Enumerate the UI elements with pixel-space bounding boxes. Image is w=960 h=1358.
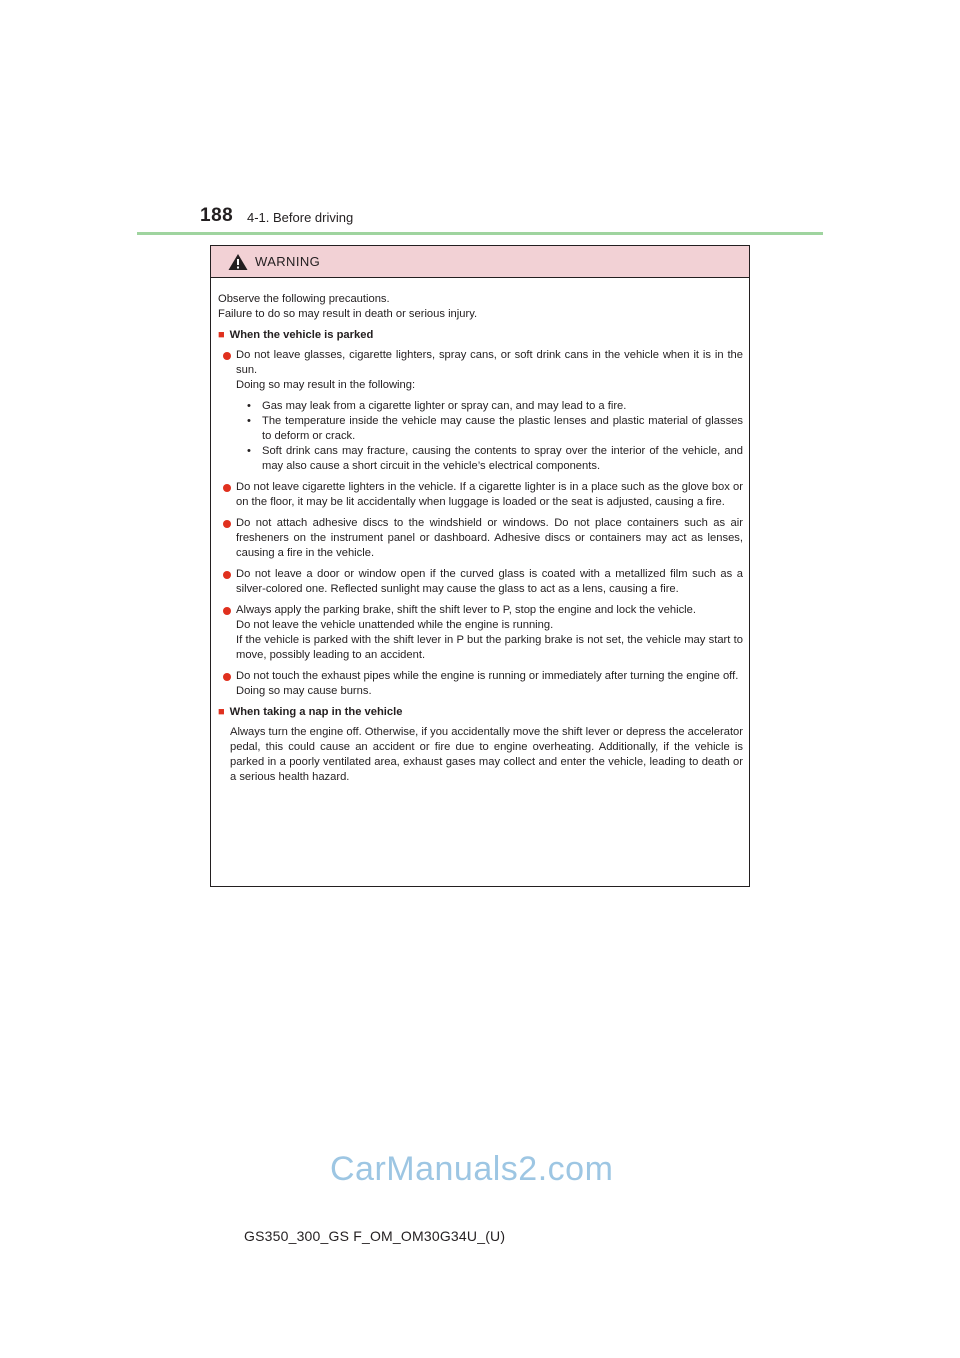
circle-bullet-icon [223,673,231,681]
sub-list-item: • Gas may leak from a cigarette lighter or spray can, and may lead to a fire. [236,399,743,414]
intro-line: Failure to do so may result in death or serious injury. [218,308,478,320]
section-title: 4-1. Before driving [247,210,354,225]
nap-text: Always turn the engine off. Otherwise, if you accidentally move the shift lever or depress the accelerator pedal, this could cause an accident or fire due to engine overheating. Additionally, if the vehicle is parked in a poorly ventilated area, exhaust gases may collect and enter the vehicle, leading to death or a serious health hazard. [230,726,743,783]
square-bullet-icon: ■ [218,329,225,341]
sub-list [236,399,743,474]
page-number: 188 [200,205,234,226]
item-text: Doing so may cause burns. [236,685,372,697]
warning-triangle-icon [228,253,248,271]
item-text: Do not leave cigarette lighters in the vehicle. If a cigarette lighter is in a place such as the glove box or on the floor, it may be lit accidentally when luggage is loaded or the seat is adjusted, causing a fire. [236,481,743,508]
square-bullet-icon: ■ [218,706,225,718]
sub-list-item: • The temperature inside the vehicle may cause the plastic lenses and plastic material of glasses to deform or crack. [236,414,743,444]
document-code: GS350_300_GS F_OM_OM30G34U_(U) [244,1228,506,1244]
warning-body [211,278,749,785]
circle-bullet-icon [223,571,231,579]
item-text: Always apply the parking brake, shift the shift lever to P, stop the engine and lock the vehicle. [236,604,696,616]
intro-line: Observe the following precautions. [218,293,390,305]
item-text: Do not leave the vehicle unattended while the engine is running. [236,619,554,631]
item-text: Do not leave a door or window open if the curved glass is coated with a metallized film such as a silver-colored one. Reflected sunlight may cause the glass to act as a lens, causing a fire. [236,568,743,595]
sub-list-item: • Soft drink cans may fracture, causing the contents to spray over the interior of the vehicle, and may also cause a short circuit in the vehicle’s electrical components. [236,444,743,474]
circle-bullet-icon [223,484,231,492]
header-rule [137,232,823,235]
item-text: Do not attach adhesive discs to the windshield or windows. Do not place containers such as air fresheners on the instrument panel or dashboard. Adhesive discs or containers may act as lenses, causing a fire in the vehicle. [236,517,743,559]
item-text: If the vehicle is parked with the shift lever in P but the parking brake is not set, the vehicle may start to move, possibly leading to an accident. [236,634,743,661]
circle-bullet-icon [223,352,231,360]
subheading-parked [218,328,743,343]
circle-bullet-icon [223,520,231,528]
warning-title: WARNING [255,254,321,269]
list-item [218,516,743,561]
list-item [218,480,743,510]
warning-box [210,245,750,887]
item-text: Doing so may result in the following: [236,379,416,391]
circle-bullet-icon [223,607,231,615]
warning-header [211,246,749,278]
warning-intro [218,292,743,322]
subheading-label: When taking a nap in the vehicle [229,706,403,718]
list-item [218,348,743,474]
watermark-text[interactable]: CarManuals2.com [330,1150,614,1188]
subheading-label: When the vehicle is parked [229,329,374,341]
subheading-nap [218,705,743,720]
list-item [218,567,743,597]
item-text: Do not touch the exhaust pipes while the engine is running or immediately after turning the engine off. [236,670,739,682]
item-text: Do not leave glasses, cigarette lighters, spray cans, or soft drink cans in the vehicle when it is in the sun. [236,349,743,376]
list-item [218,603,743,663]
list-item [218,669,743,699]
